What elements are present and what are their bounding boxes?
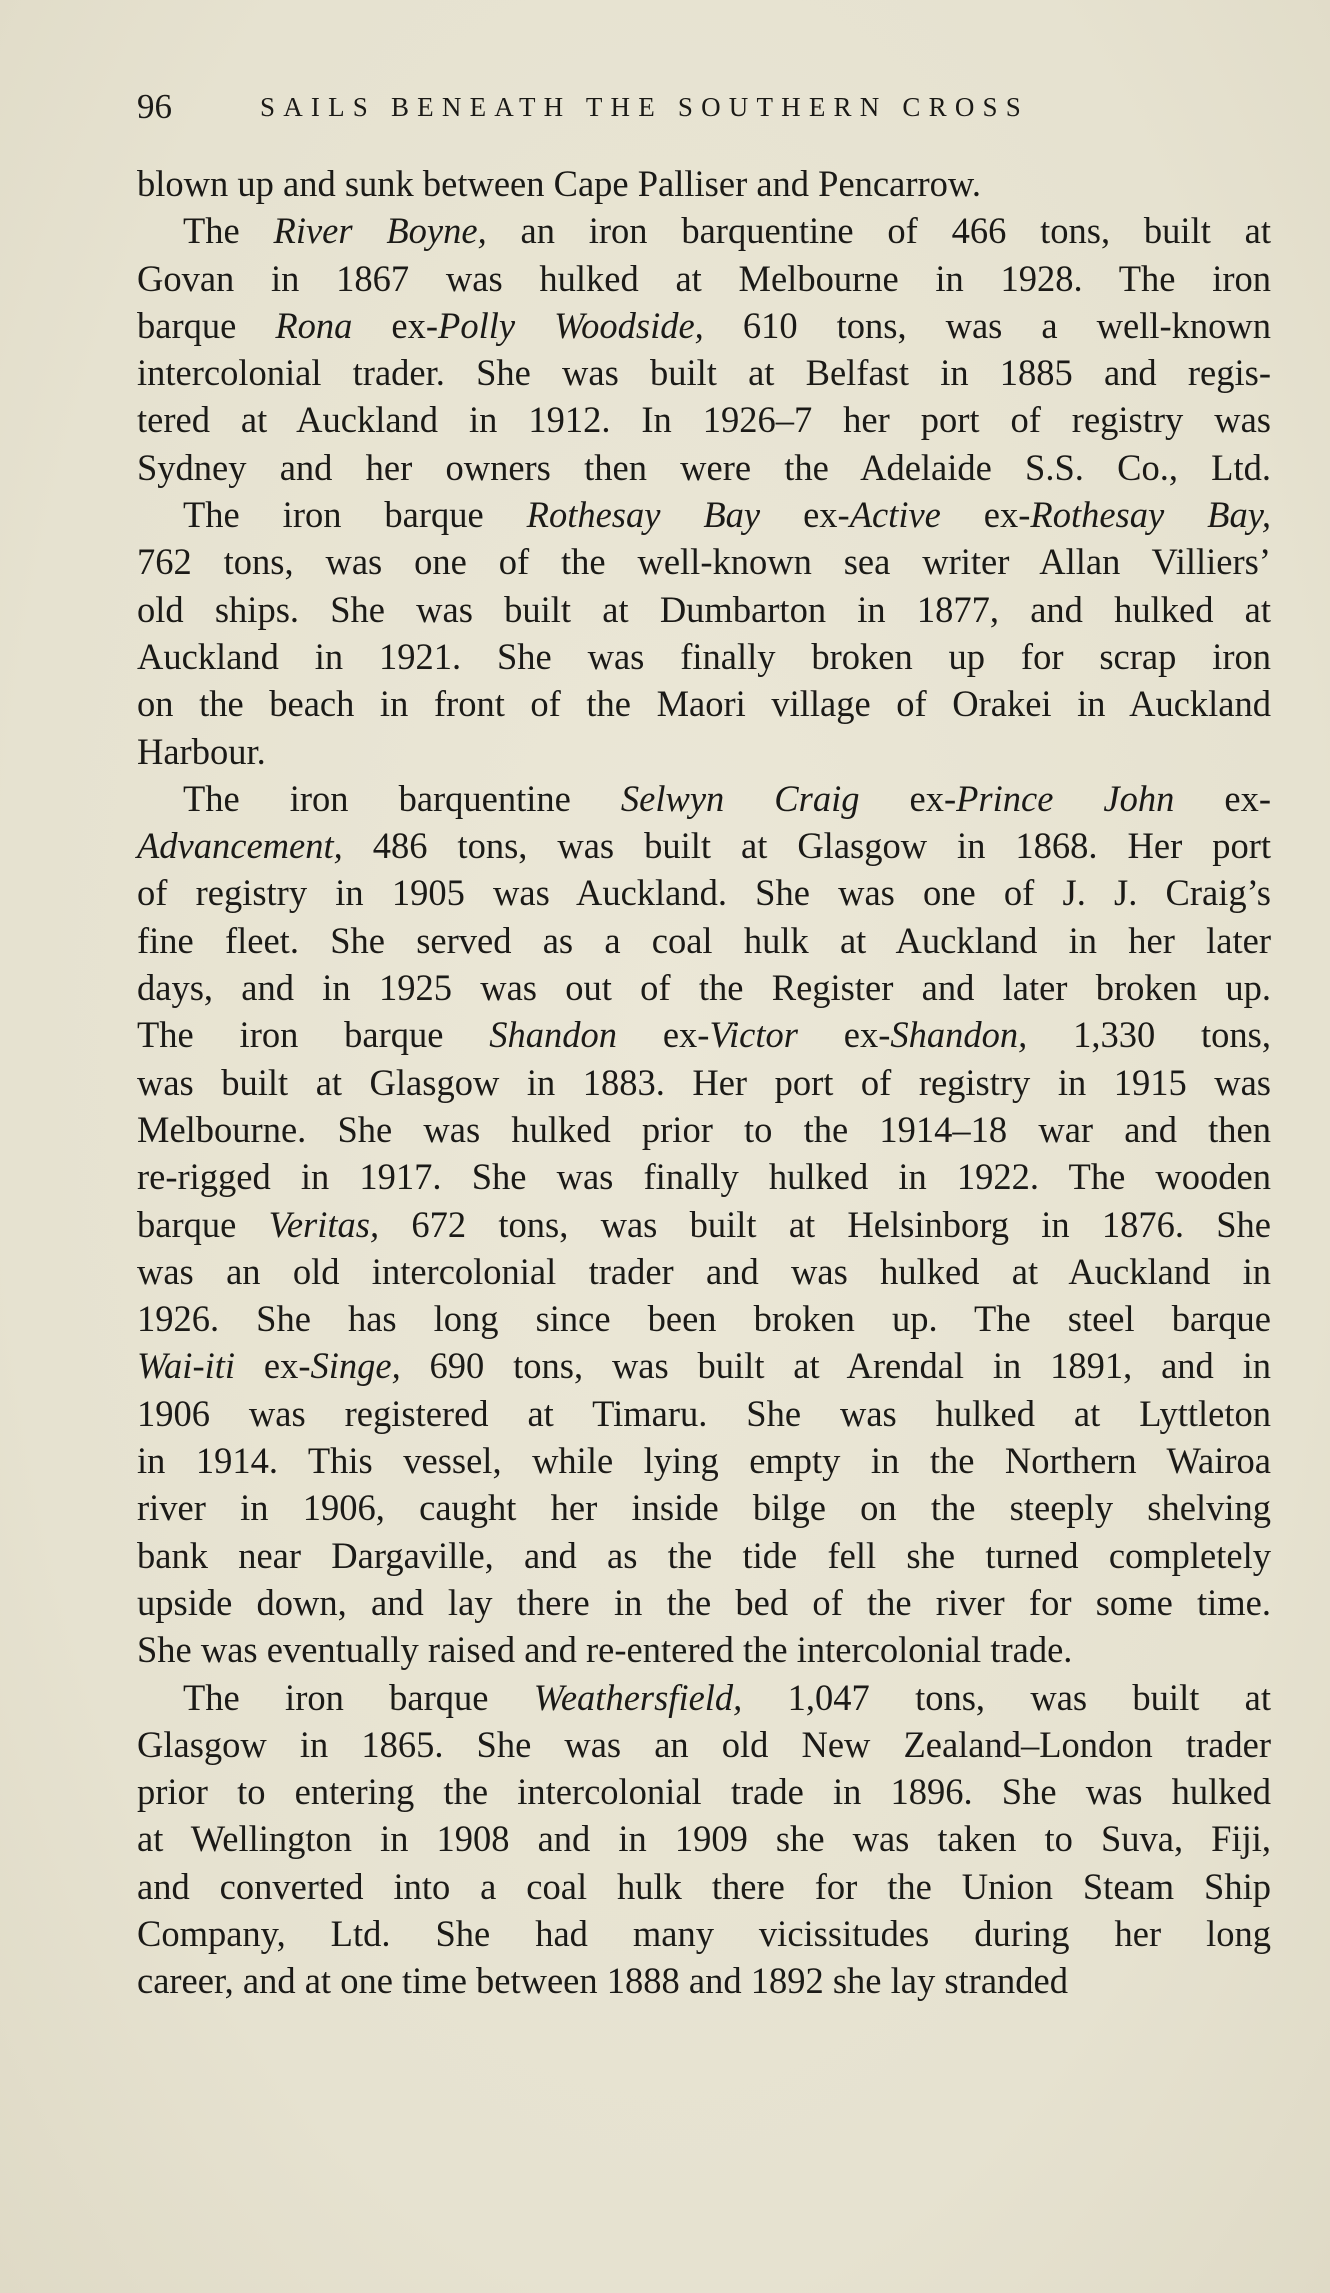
text-line (137, 1910, 1271, 1957)
ship-name: Polly Woodside, (438, 304, 704, 346)
page-number: 96 (137, 87, 172, 126)
text-line (137, 1484, 1271, 1531)
text-segment: 610 tons, was a well-known (703, 304, 1271, 346)
ship-name: Advancement, (137, 825, 343, 867)
ship-name: Victor (709, 1014, 798, 1056)
text-segment: was built at Glasgow in 1883. Her port of registry in 1915 was (137, 1061, 1271, 1103)
ship-name: River Boyne, (273, 210, 487, 252)
text-line (137, 680, 1271, 727)
text-line (137, 255, 1271, 302)
text-line (137, 1768, 1271, 1815)
text-segment: ex- (352, 304, 439, 346)
text-segment: 486 tons, was built at Glasgow in 1868. Her port (342, 825, 1271, 867)
text-line (137, 396, 1271, 443)
text-segment: Harbour. (137, 730, 266, 772)
text-line (137, 491, 1271, 538)
ship-name: Rothesay Bay (526, 494, 761, 536)
text-line (137, 1153, 1271, 1200)
text-segment: prior to entering the intercolonial trade in 1896. She was hulked (137, 1771, 1271, 1813)
text-segment: Melbourne. She was hulked prior to the 1914–18 war and then (137, 1108, 1271, 1150)
text-line (137, 1011, 1271, 1058)
text-line (137, 1248, 1271, 1295)
text-line (137, 160, 1271, 207)
text-segment: on the beach in front of the Maori village of Orakei in Auckland (137, 683, 1271, 725)
text-segment: The iron barque (183, 1676, 534, 1718)
ship-name: Veritas, (268, 1203, 380, 1245)
ship-name: Shandon, (890, 1014, 1028, 1056)
text-segment: The iron barque (183, 494, 527, 536)
text-line (137, 538, 1271, 585)
text-segment: The iron barque (137, 1014, 490, 1056)
ship-name: Rona (275, 304, 353, 346)
ship-name: Active (849, 494, 941, 536)
ship-name: Singe, (310, 1345, 401, 1387)
running-head: SAILS BENEATH THE SOUTHERN CROSS (260, 92, 1029, 122)
text-line (137, 1532, 1271, 1579)
ship-name: Selwyn Craig (620, 777, 860, 819)
text-segment: ex- (859, 777, 957, 819)
text-line (137, 633, 1271, 680)
text-segment: fine fleet. She served as a coal hulk at Auckland in her later (137, 919, 1271, 961)
text-line (137, 586, 1271, 633)
text-segment: She was eventually raised and re-entered the intercolonial trade. (137, 1629, 1073, 1671)
text-segment: Auckland in 1921. She was finally broken up for scrap iron (137, 635, 1271, 677)
text-segment: The (183, 210, 274, 252)
text-segment: river in 1906, caught her inside bilge on the steeply shelving (137, 1487, 1271, 1529)
text-segment: The iron barquentine (183, 777, 621, 819)
text-line (137, 1106, 1271, 1153)
text-line (137, 869, 1271, 916)
text-line (137, 302, 1271, 349)
text-segment: 672 tons, was built at Helsinborg in 1876. She (379, 1203, 1271, 1245)
ship-name: Shandon (489, 1014, 618, 1056)
text-line (137, 1815, 1271, 1862)
body-text (137, 160, 1271, 2005)
text-segment: ex- (617, 1014, 710, 1056)
text-segment: 762 tons, was one of the well-known sea writer Allan Villiers’ (137, 541, 1271, 583)
text-line (137, 1674, 1271, 1721)
text-line (137, 1342, 1271, 1389)
text-line (137, 728, 1271, 775)
text-segment: was an old intercolonial trader and was hulked at Auckland in (137, 1250, 1271, 1292)
text-segment: bank near Dargaville, and as the tide fell she turned completely (137, 1534, 1271, 1576)
text-segment: at Wellington in 1908 and in 1909 she was taken to Suva, Fiji, (137, 1818, 1271, 1860)
text-line (137, 1059, 1271, 1106)
text-line (137, 775, 1271, 822)
text-segment: ex- (797, 1014, 891, 1056)
text-line (137, 444, 1271, 491)
text-segment: Govan in 1867 was hulked at Melbourne in 1928. The iron (137, 257, 1271, 299)
text-line (137, 1437, 1271, 1484)
text-line (137, 1626, 1271, 1673)
text-line (137, 207, 1271, 254)
text-segment: ex- (760, 494, 850, 536)
text-segment: old ships. She was built at Dumbarton in 1877, and hulked at (137, 588, 1271, 630)
ship-name: Rothesay Bay, (1030, 494, 1272, 536)
text-segment: in 1914. This vessel, while lying empty in the Northern Wairoa (137, 1440, 1271, 1482)
text-segment: Company, Ltd. She had many vicissitudes during her long (137, 1912, 1271, 1954)
text-line (137, 1957, 1271, 2004)
text-line (137, 1390, 1271, 1437)
text-line (137, 1295, 1271, 1342)
ship-name: Wai-iti (137, 1345, 236, 1387)
text-segment: barque (137, 1203, 269, 1245)
text-segment: blown up and sunk between Cape Palliser and Pencarrow. (137, 163, 982, 204)
text-segment: ex- (1174, 777, 1271, 819)
text-segment: 1926. She has long since been broken up. The steel barque (137, 1298, 1271, 1340)
text-segment: Glasgow in 1865. She was an old New Zealand–London trader (137, 1723, 1271, 1765)
text-segment: ex- (235, 1345, 311, 1387)
text-line (137, 1863, 1271, 1910)
text-line (137, 964, 1271, 1011)
text-segment: Sydney and her owners then were the Adelaide S.S. Co., Ltd. (137, 446, 1271, 488)
text-segment: and converted into a coal hulk there for the Union Steam Ship (137, 1865, 1271, 1907)
text-segment: 690 tons, was built at Arendal in 1891, and in (400, 1345, 1271, 1387)
text-segment: 1,330 tons, (1027, 1014, 1271, 1056)
text-line (137, 1579, 1271, 1626)
text-segment: days, and in 1925 was out of the Register and later broken up. (137, 967, 1271, 1009)
text-line (137, 1201, 1271, 1248)
text-segment: tered at Auckland in 1912. In 1926–7 her port of registry was (137, 399, 1271, 441)
text-segment: 1906 was registered at Timaru. She was hulked at Lyttleton (137, 1392, 1271, 1434)
text-segment: barque (137, 304, 276, 346)
text-line (137, 349, 1271, 396)
page-header (137, 82, 1272, 132)
ship-name: Weathersfield, (533, 1676, 743, 1718)
text-segment: 1,047 tons, was built at (742, 1676, 1271, 1718)
ship-name: Prince John (956, 777, 1175, 819)
text-segment: an iron barquentine of 466 tons, built at (486, 210, 1271, 252)
text-segment: intercolonial trader. She was built at Belfast in 1885 and regis- (137, 352, 1271, 394)
text-segment: upside down, and lay there in the bed of the river for some time. (137, 1581, 1271, 1623)
text-segment: of registry in 1905 was Auckland. She was one of J. J. Craig’s (137, 872, 1271, 914)
text-segment: ex- (940, 494, 1031, 536)
text-line (137, 917, 1271, 964)
text-segment: career, and at one time between 1888 and 1892 she lay stranded (137, 1960, 1068, 2002)
text-segment: re-rigged in 1917. She was finally hulked in 1922. The wooden (137, 1156, 1271, 1198)
text-line (137, 822, 1271, 869)
text-line (137, 1721, 1271, 1768)
